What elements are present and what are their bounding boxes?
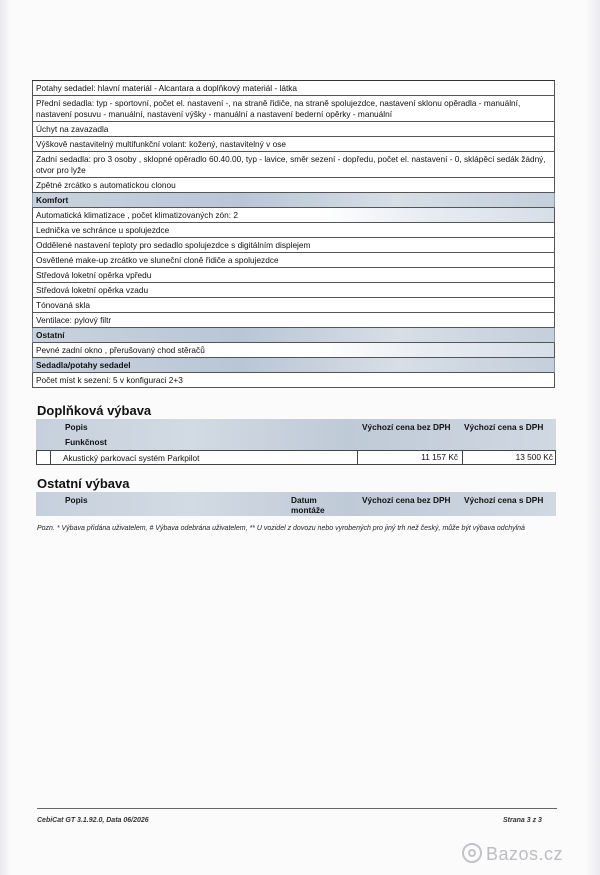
- optional-equipment-row: [36, 450, 556, 465]
- optional-equipment-header: [36, 419, 556, 450]
- equipment-row: Automatická klimatizace , počet klimatizovaných zón: 2: [32, 208, 555, 223]
- item-price-with-vat: 13 500 Kč: [515, 452, 553, 462]
- section-heading: Komfort: [32, 193, 555, 208]
- equipment-row: Ventilace: pylový filtr: [32, 313, 555, 328]
- item-price-without-vat: 11 157 Kč: [357, 451, 463, 464]
- col-datum: Datum: [291, 495, 317, 505]
- optional-equipment-heading: Doplňková výbava: [37, 403, 152, 418]
- equipment-table: [32, 80, 555, 388]
- col-price-with-vat: Výchozí cena s DPH: [464, 495, 544, 505]
- watermark: [462, 843, 563, 865]
- row-checkbox-cell: [37, 451, 51, 464]
- watermark-logo-icon: [462, 843, 482, 863]
- equipment-row: Výškově nastavitelný multifunkční volant: kožený, nastavitelný v ose: [32, 137, 555, 152]
- col-popis: Popis: [65, 422, 88, 432]
- footnote: Pozn. * Výbava přidána uživatelem, # Výbava odebrána uživatelem, ** U vozidel z dovozu nebo vyrobených pro jiný trh než český, může být výbava odchylná: [37, 525, 525, 532]
- section-heading: Ostatní: [32, 328, 555, 343]
- watermark-text: Bazos.cz: [486, 844, 564, 864]
- equipment-row: Pevné zadní okno , přerušovaný chod stěračů: [32, 343, 555, 358]
- other-equipment-heading: Ostatní výbava: [37, 476, 130, 491]
- col-funkcnost: Funkčnost: [65, 437, 107, 447]
- equipment-row: Potahy sedadel: hlavní materiál - Alcantara a doplňkový materiál - látka: [32, 81, 555, 96]
- equipment-row: Oddělené nastavení teploty pro sedadlo spolujezdce s digitálním displejem: [32, 238, 555, 253]
- footer-divider: [37, 808, 557, 809]
- other-equipment-header: [36, 492, 556, 516]
- footer-page-number: Strana 3 z 3: [503, 817, 542, 824]
- equipment-row: Počet míst k sezení: 5 v konfiguraci 2+3: [32, 373, 555, 388]
- item-name: Akustický parkovací systém Parkpilot: [63, 453, 200, 463]
- equipment-row: Zpětné zrcátko s automatickou clonou: [32, 178, 555, 193]
- equipment-row: Osvětlené make-up zrcátko ve sluneční cloně řidiče a spolujezdce: [32, 253, 555, 268]
- col-popis: Popis: [65, 495, 88, 505]
- col-price-without-vat: Výchozí cena bez DPH: [362, 422, 451, 432]
- col-price-without-vat: Výchozí cena bez DPH: [362, 495, 451, 505]
- equipment-row: Přední sedadla: typ - sportovní, počet el. nastavení -, na straně řidiče, na straně spolujezdce, nastavení sklonu opěradla - manuální, nastavení posuvu - manuální, nastavení výšky - manuální a nastavení bederní opěrky - manuální: [32, 96, 555, 122]
- equipment-row: Úchyt na zavazadla: [32, 122, 555, 137]
- equipment-row: Lednička ve schránce u spolujezdce: [32, 223, 555, 238]
- section-heading: Sedadla/potahy sedadel: [32, 358, 555, 373]
- col-price-with-vat: Výchozí cena s DPH: [464, 422, 544, 432]
- equipment-row: Středová loketní opěrka vzadu: [32, 283, 555, 298]
- col-montaze: montáže: [291, 505, 325, 515]
- equipment-row: Tónovaná skla: [32, 298, 555, 313]
- equipment-row: Zadní sedadla: pro 3 osoby , sklopné opěradlo 60.40.00, typ - lavice, směr sezení - dopředu, počet el. nastavení - 0, sklápěcí sedák žádný, otvor pro lyže: [32, 152, 555, 178]
- footer-version: CebiCat GT 3.1.92.0, Data 06/2026: [37, 817, 149, 824]
- equipment-row: Středová loketní opěrka vpředu: [32, 268, 555, 283]
